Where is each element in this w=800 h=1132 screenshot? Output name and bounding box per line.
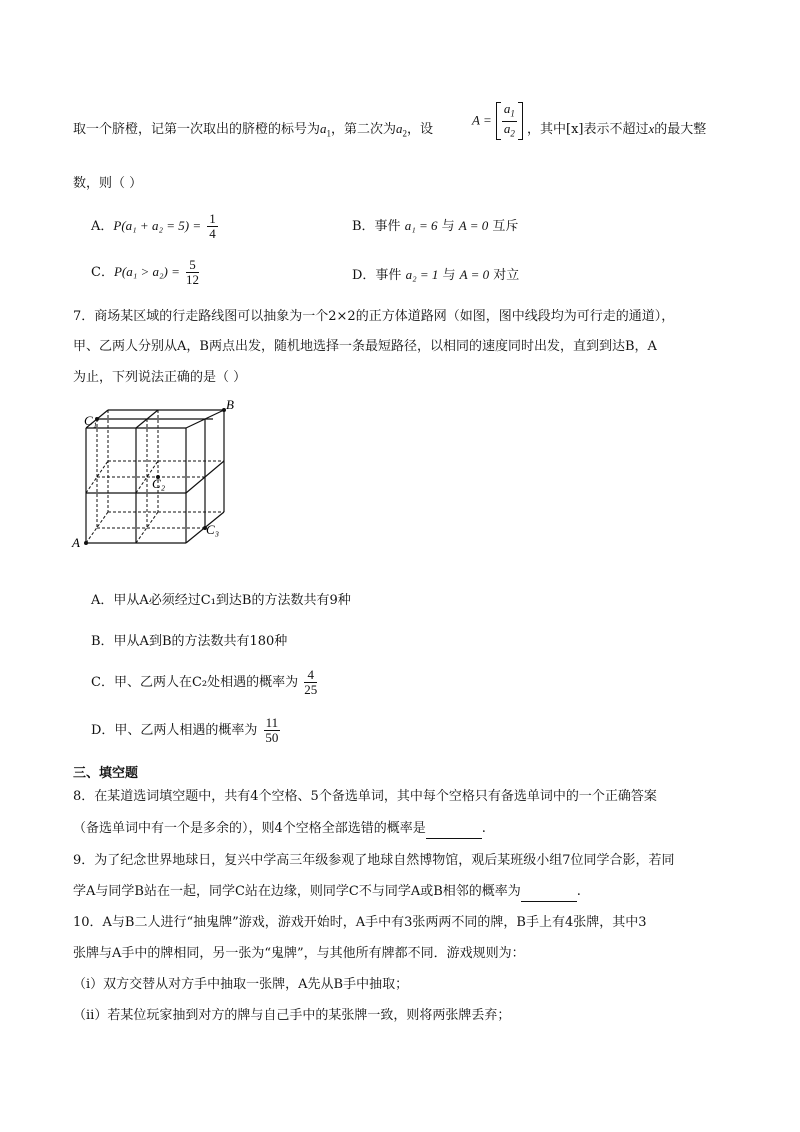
q6-option-d[interactable]: D．事件 a₂ = 1 与 A = 0 对立 <box>352 267 520 283</box>
q6-stem-line2: 数，则（ ） <box>73 176 143 191</box>
q7-line1: 7．商场某区域的行走路线图可以抽象为一个2×2的正方体道路网（如图，图中线段均为可行走的通道）， <box>73 309 675 324</box>
q10-rule-1: （ⅰ）双方交替从对方手中抽取一张牌，A先从B手中抽取； <box>73 977 409 992</box>
q7-option-c[interactable]: C．甲、乙两人在C₂处相遇的概率为 $\frac{4}{25}$ <box>91 667 318 697</box>
q7-line3: 为止，下列说法正确的是（ ） <box>73 370 247 385</box>
q8-line1: 8．在某道选词填空题中，共有4个空格、5个备选单词，其中每个空格只有备选单词中的一个正确答案 <box>73 789 657 804</box>
q6-stem-line1-end: ，其中[x]表示不超过x的最大整 <box>527 121 707 137</box>
label-A: A <box>72 535 80 550</box>
q10-line1: 10．A与B二人进行“抽鬼牌”游戏，游戏开始时，A手中有3张两两不同的牌，B手上有4张牌，其中3 <box>73 915 647 930</box>
point-A <box>84 541 88 545</box>
fraction: $\frac{11}{50}$ <box>265 715 279 745</box>
q10-line2: 张牌与A手中的牌相同，另一张为“鬼牌”，与其他所有牌都不同．游戏规则为： <box>73 946 525 961</box>
q6-A-definition: A = $\frac{a_1}{a_2}$ <box>472 102 523 140</box>
label-B: B <box>226 397 234 412</box>
fraction: $\frac{5}{12}$ <box>186 257 200 287</box>
answer-blank[interactable] <box>521 883 577 902</box>
label-C3: C₃ <box>206 522 220 537</box>
answer-blank[interactable] <box>426 820 482 839</box>
q9-line1: 9．为了纪念世界地球日，复兴中学高三年级参观了地球自然博物馆，观后某班级小组7位同学合影，若同 <box>73 853 675 868</box>
q6-option-a[interactable]: A．P(a₁ + a₂ = 5) = $\frac{1}{4}$ <box>91 211 216 241</box>
label-C2: C₂ <box>152 476 166 491</box>
q7-option-a[interactable]: A．甲从A必须经过C₁到达B的方法数共有9种 <box>91 593 351 608</box>
fraction: $\frac{1}{4}$ <box>209 211 216 241</box>
label-C1: C₁ <box>84 413 98 428</box>
q6-stem-line1: 取一个脐橙，记第一次取出的脐橙的标号为$a_1$，第二次为$a_2$，设 <box>73 121 434 139</box>
q7-line2: 甲、乙两人分别从A，B两点出发，随机地选择一条最短路径，以相同的速度同时出发，直到到达B，A <box>73 339 657 354</box>
section-title: 三、填空题 <box>73 766 139 781</box>
q6-option-c[interactable]: C．P(a₁ > a₂) = $\frac{5}{12}$ <box>91 257 200 287</box>
fraction: $\frac{4}{25}$ <box>304 667 318 697</box>
q6-option-b[interactable]: B．事件 a₁ = 6 与 A = 0 互斥 <box>352 218 519 234</box>
q9-line2: 学A与同学B站在一起，同学C站在边缘，则同学C不与同学A或B相邻的概率为 . <box>73 883 581 902</box>
cube-road-network-figure <box>70 394 240 554</box>
floor-bracket: $\frac{a_1}{a_2}$ <box>496 102 523 140</box>
q7-option-d[interactable]: D．甲、乙两人相遇的概率为 $\frac{11}{50}$ <box>91 715 279 745</box>
q7-option-b[interactable]: B．甲从A到B的方法数共有180种 <box>91 634 288 649</box>
q10-rule-2: （ⅱ）若某位玩家抽到对方的牌与自己手中的某张牌一致，则将两张牌丢弃； <box>73 1008 511 1023</box>
q8-line2: （备选单词中有一个是多余的），则4个空格全部选错的概率是 . <box>73 820 486 839</box>
